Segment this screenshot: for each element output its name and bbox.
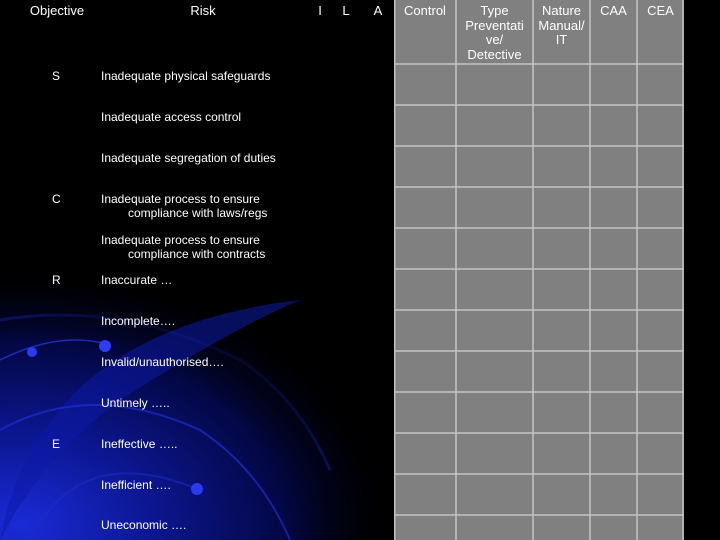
risk-text: Ineffective ….. [101,437,178,451]
risk-text: Invalid/unauthorised…. [101,355,224,369]
risk-text: Inadequate access control [101,110,242,124]
swirl-dot [99,340,111,352]
risk-text-continued: compliance with laws/regs [128,206,268,220]
objective-letter: S [52,69,61,83]
risk-text-continued: compliance with contracts [128,247,266,261]
header-type [456,4,533,62]
header-a: A [373,3,383,18]
header-l: L [342,3,350,18]
risk-text: Inefficient …. [101,478,171,492]
header-objective: Objective [29,3,85,18]
swirl-dot [27,347,37,357]
risk-text: Inadequate process to ensure [101,192,260,206]
risk-text: Untimely ….. [101,396,170,410]
risk-text: Uneconomic …. [101,518,187,532]
swirl-dot [191,483,203,495]
risk-text: Inadequate process to ensure [101,233,260,247]
header-control: Control [404,3,446,18]
header-nature-line: Manual/ [538,17,585,33]
header-type-line: Type [480,3,509,18]
header-nature-line: Nature [541,3,582,18]
risk-text: Inadequate segregation of duties [101,151,276,165]
header-caa: CAA [600,3,627,18]
risk-text: Incomplete…. [101,314,176,328]
risk-text: Inadequate physical safeguards [101,69,271,83]
header-risk: Risk [190,3,216,18]
objective-letter: E [52,437,61,451]
objective-letter: C [52,192,61,206]
header-i: I [318,3,322,18]
header-type-line: Detective [467,46,522,62]
objective-letter: R [52,273,61,287]
header-cea: CEA [647,3,674,18]
header-nature [533,4,590,48]
header-type-line: ve/ [485,32,504,47]
control-grid [394,0,684,540]
risk-text: Inaccurate … [101,273,173,287]
header-nature-line: IT [555,32,568,47]
header-type-line: Preventati [465,17,524,33]
